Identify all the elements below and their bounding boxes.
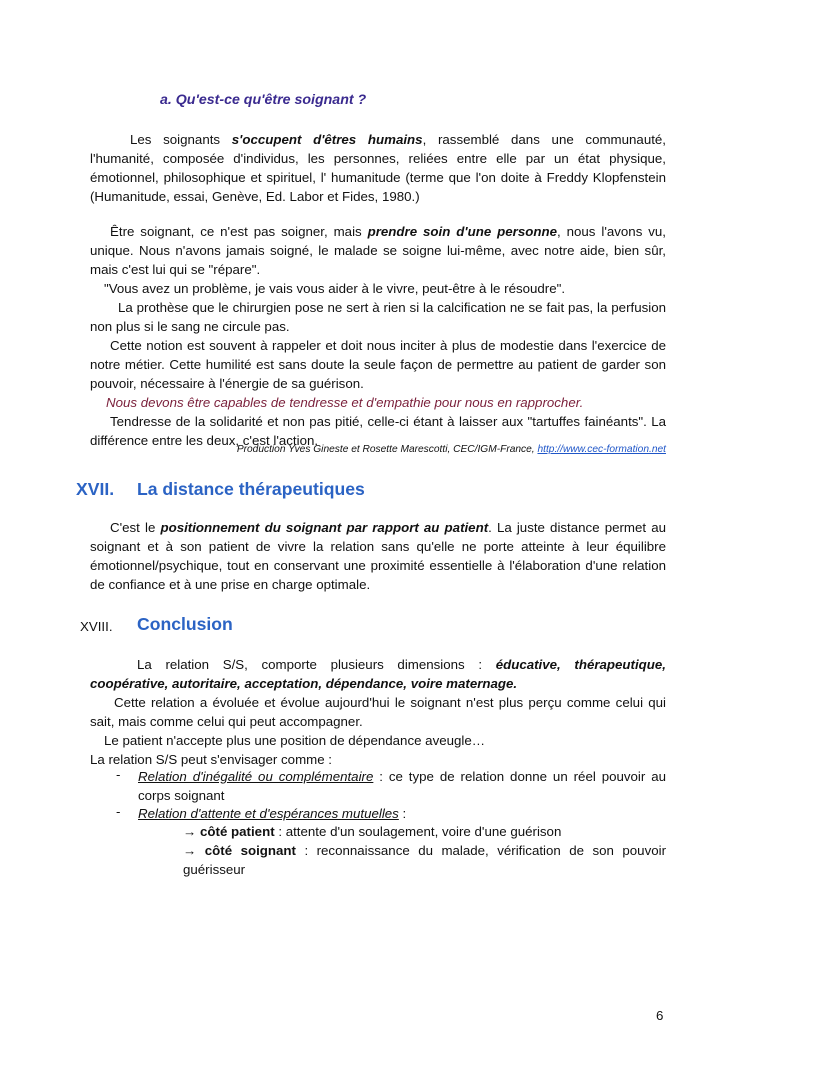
arrow-icon: → (183, 843, 205, 858)
section-a-paragraph-5: Cette notion est souvent à rappeler et doit nous inciter à plus de modestie dans l'exercice de notre métier. Cette humilité est sans doute la seule façon de permettre au patient de garder son pouvoir, nécessaire à l'énergie de sa guérison. (90, 338, 666, 391)
section-a-credit: Production Yves Gineste et Rosette Marescotti, CEC/IGM-France, http://www.cec-formation.net (236, 444, 666, 455)
arrow-item-patient: → côté patient : attente d'un soulagement, voire d'une guérison (183, 824, 562, 839)
section-a-quote: Nous devons être capables de tendresse et d'empathie pour nous en rapprocher. (106, 395, 584, 410)
section-xviii-paragraph-3: Le patient n'accepte plus une position de dépendance aveugle… (104, 733, 486, 748)
section-xvii-title: La distance thérapeutiques (137, 479, 365, 499)
section-xviii-body (90, 693, 666, 769)
section-a-paragraph-4: La prothèse que le chirurgien pose ne sert à rien si la calcification ne se fait pas, la perfusion non plus si le sang ne circule pas. (90, 300, 666, 334)
arrow-item-soignant: → côté soignant : reconnaissance du malade, vérification de son pouvoir guérisseur (183, 843, 666, 877)
section-xvii-paragraph: C'est le positionnement du soignant par rapport au patient. La juste distance permet au soignant et à son patient de vivre la relation sans qu'elle ne porte atteinte à leur équilibre émotionnel/psychique, tout en conservant une proximité essentielle à l'élaboration d'une relation de confiance et à une prise en charge optimale. (90, 520, 666, 592)
page-number: 6 (656, 1008, 664, 1023)
section-a-paragraph-2: Être soignant, ce n'est pas soigner, mais prendre soin d'une personne, nous l'avons vu, unique. Nous n'avons jamais soigné, le malade se soigne lui-même, avec notre aide, bien sûr, mais c'est lui qui se "répare". (90, 224, 667, 277)
section-xviii-paragraph-1: La relation S/S, comporte plusieurs dimensions : éducative, thérapeutique, coopérative, autoritaire, acceptation, dépendance, voire maternage. (90, 657, 667, 691)
arrow-icon: → (183, 824, 200, 839)
bullet-item-2: Relation d'attente et d'espérances mutuelles : (138, 806, 407, 821)
cec-formation-link[interactable]: http://www.cec-formation.net (537, 444, 666, 455)
section-xvii-heading (76, 479, 365, 500)
section-a-body (90, 222, 666, 450)
section-xviii-number: XVIII. (80, 619, 113, 634)
section-a-paragraph-7: Tendresse de la solidarité et non pas pitié, celle-ci étant à laisser aux "tartuffes fainéants". La différence entre les deux, c'est l'action. (90, 414, 666, 448)
section-xviii-title: Conclusion (137, 614, 233, 634)
bullet-dash-2: - (116, 804, 121, 819)
section-a-title: a. Qu'est-ce qu'être soignant ? (160, 92, 367, 108)
bullet-item-1: Relation d'inégalité ou complémentaire : ce type de relation donne un réel pouvoir au corps soignant (138, 769, 666, 803)
section-xvii-number: XVII. (76, 479, 115, 499)
section-a-paragraph-3: "Vous avez un problème, je vais vous aider à le vivre, peut-être à le résoudre". (104, 281, 566, 296)
bullet-dash-1: - (116, 767, 121, 782)
section-xviii-paragraph-4: La relation S/S peut s'envisager comme : (90, 752, 333, 767)
section-xviii-paragraph-2: Cette relation a évoluée et évolue aujourd'hui le soignant n'est plus perçu comme celui qui sait, mais comme celui qui peut accompagner. (90, 695, 666, 729)
section-a-paragraph-1: Les soignants s'occupent d'êtres humains, rassemblé dans une communauté, l'humanité, composée d'individus, les personnes, reliées entre elle par un état physique, émotionnel, philosophique et spirituel, l' humanitude (terme que l'on doite à Freddy Klopfenstein (Humanitude, essai, Genève, Ed. Labor et Fides, 1980.) (90, 132, 666, 204)
